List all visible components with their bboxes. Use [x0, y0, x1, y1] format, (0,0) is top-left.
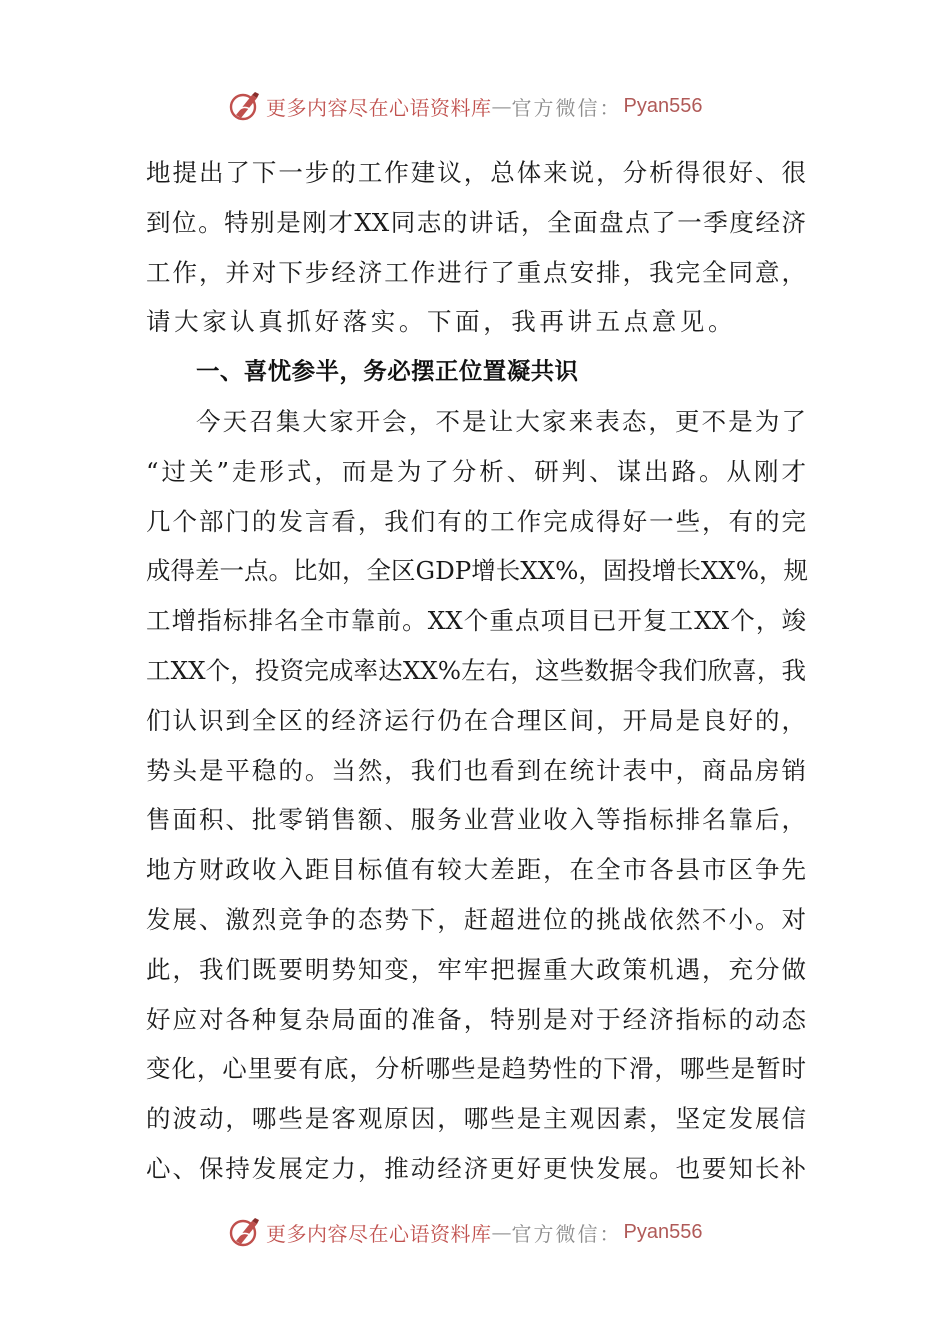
section-line: 成得差一点。比如，全区GDP增长XX%，固投增长XX%，规 — [146, 556, 809, 586]
body-line: 请大家认真抓好落实。下面，我再讲五点意见。 — [146, 307, 737, 337]
watermark-separator: — — [491, 1220, 512, 1244]
pen-logo-icon — [228, 89, 262, 123]
body-line: 地提出了下一步的工作建议，总体来说，分析得很好、很 — [146, 158, 806, 187]
section-heading: 一、喜忧参半，务必摆正位置凝共识 — [196, 357, 579, 386]
section-line: 此，我们既要明势知变，牢牢把握重大政策机遇，充分做 — [146, 954, 806, 984]
watermark-sub-text: 官方微信： — [511, 1221, 622, 1246]
section-line: 今天召集大家开会，不是让大家来表态，更不是为了 — [196, 406, 806, 436]
watermark-id: Pyan556 — [623, 1220, 703, 1243]
watermark-id: Pyan556 — [623, 94, 703, 117]
section-line: 们认识到全区的经济运行仍在合理区间，开局是良好的， — [146, 705, 806, 735]
section-line: 工XX个，投资完成率达XX%左右，这些数据令我们欣喜，我 — [146, 655, 806, 685]
watermark-main-text: 更多内容尽在心语资料库 — [266, 1221, 492, 1246]
body-line: 到位。特别是刚才XX同志的讲话，全面盘点了一季度经济 — [146, 207, 806, 237]
document-body — [146, 148, 809, 1194]
body-line: 工作，并对下步经济工作进行了重点安排，我完全同意， — [146, 257, 806, 287]
section-line: 变化，心里要有底，分析哪些是趋势性的下滑，哪些是暂时 — [146, 1054, 806, 1084]
section-line: 几个部门的发言看，我们有的工作完成得好一些，有的完 — [146, 506, 806, 536]
watermark-separator: — — [491, 94, 512, 118]
section-line: 地方财政收入距目标值有较大差距，在全市各县市区争先 — [146, 855, 806, 885]
section-line: 好应对各种复杂局面的准备，特别是对于经济指标的动态 — [146, 1004, 806, 1034]
watermark-sub-text: 官方微信： — [511, 95, 622, 120]
section-line: “过关”走形式，而是为了分析、研判、谋出路。从刚才 — [146, 456, 806, 486]
pen-logo-icon — [228, 1215, 262, 1249]
section-line: 工增指标排名全市靠前。XX个重点项目已开复工XX个，竣 — [146, 606, 806, 636]
section-line: 心、保持发展定力，推动经济更好更快发展。也要知长补 — [146, 1153, 806, 1183]
section-line: 的波动，哪些是客观原因，哪些是主观因素，坚定发展信 — [146, 1104, 806, 1134]
section-line: 售面积、批零销售额、服务业营业收入等指标排名靠后， — [146, 805, 806, 835]
section-line: 势头是平稳的。当然，我们也看到在统计表中，商品房销 — [146, 755, 806, 785]
watermark-banner-top — [228, 86, 748, 126]
watermark-banner-bottom — [228, 1212, 748, 1252]
watermark-main-text: 更多内容尽在心语资料库 — [266, 95, 492, 120]
section-line: 发展、激烈竞争的态势下，赶超进位的挑战依然不小。对 — [146, 904, 806, 934]
